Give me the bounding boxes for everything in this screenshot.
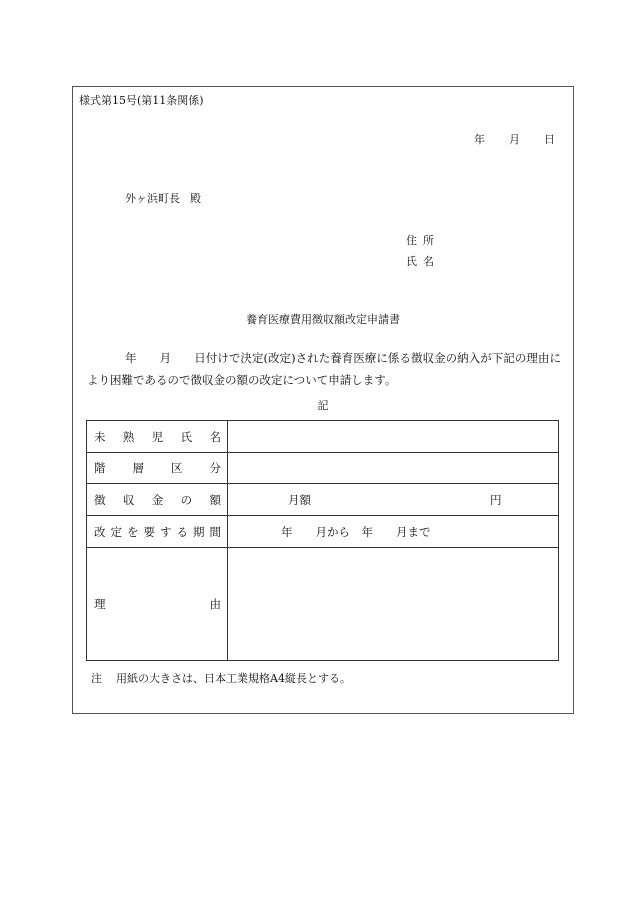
date-header: [474, 131, 555, 147]
footnote: [91, 670, 351, 686]
tier-field[interactable]: [228, 453, 558, 483]
amount-label: 徴 収 金 の 額: [87, 484, 228, 515]
table-row-child-name: [87, 421, 558, 453]
period-text: 年 月から 年 月まで: [281, 524, 431, 539]
date-year-label: 年: [474, 133, 485, 146]
tier-label: 階 層 区 分: [87, 453, 228, 483]
body-text: 年 月 日付けで決定(改定)された養育医療に係る徴収金の納入が下記の理由により困難であるので徴収金の額の改定について申請します。: [87, 351, 561, 387]
ki-heading: 記: [317, 399, 329, 412]
addressee: [125, 190, 201, 206]
monthly-label: 月額: [288, 492, 311, 507]
addressee-honorific: 殿: [190, 192, 201, 205]
table-row-reason: [87, 548, 558, 660]
period-label: 改 定 を 要 す る 期 間: [87, 516, 228, 547]
date-month-label: 月: [509, 133, 520, 146]
footnote-text: 用紙の大きさは、日本工業規格A4縦長とする。: [116, 672, 351, 685]
yen-label: 円: [490, 492, 502, 507]
form-frame: [72, 86, 574, 714]
document-title: 養育医療費用徴収額改定申請書: [246, 313, 400, 326]
date-day-label: 日: [544, 133, 555, 146]
reason-label: 理 由: [87, 548, 228, 660]
period-field[interactable]: [228, 516, 558, 547]
form-number: 様式第15号(第11条関係): [79, 94, 204, 107]
applicant-name-label: 氏名: [406, 255, 440, 268]
addressee-name: 外ヶ浜町長: [125, 192, 180, 205]
child-name-field[interactable]: [228, 421, 558, 452]
reason-field[interactable]: [228, 548, 558, 660]
child-name-label: 未 熟 児 氏 名: [87, 421, 228, 452]
footnote-prefix: 注: [91, 672, 102, 685]
info-table: [86, 420, 559, 661]
table-row-tier: [87, 453, 558, 484]
applicant-address-label: 住所: [406, 234, 440, 247]
table-row-amount: [87, 484, 558, 516]
amount-field[interactable]: [228, 484, 558, 515]
table-row-period: [87, 516, 558, 548]
